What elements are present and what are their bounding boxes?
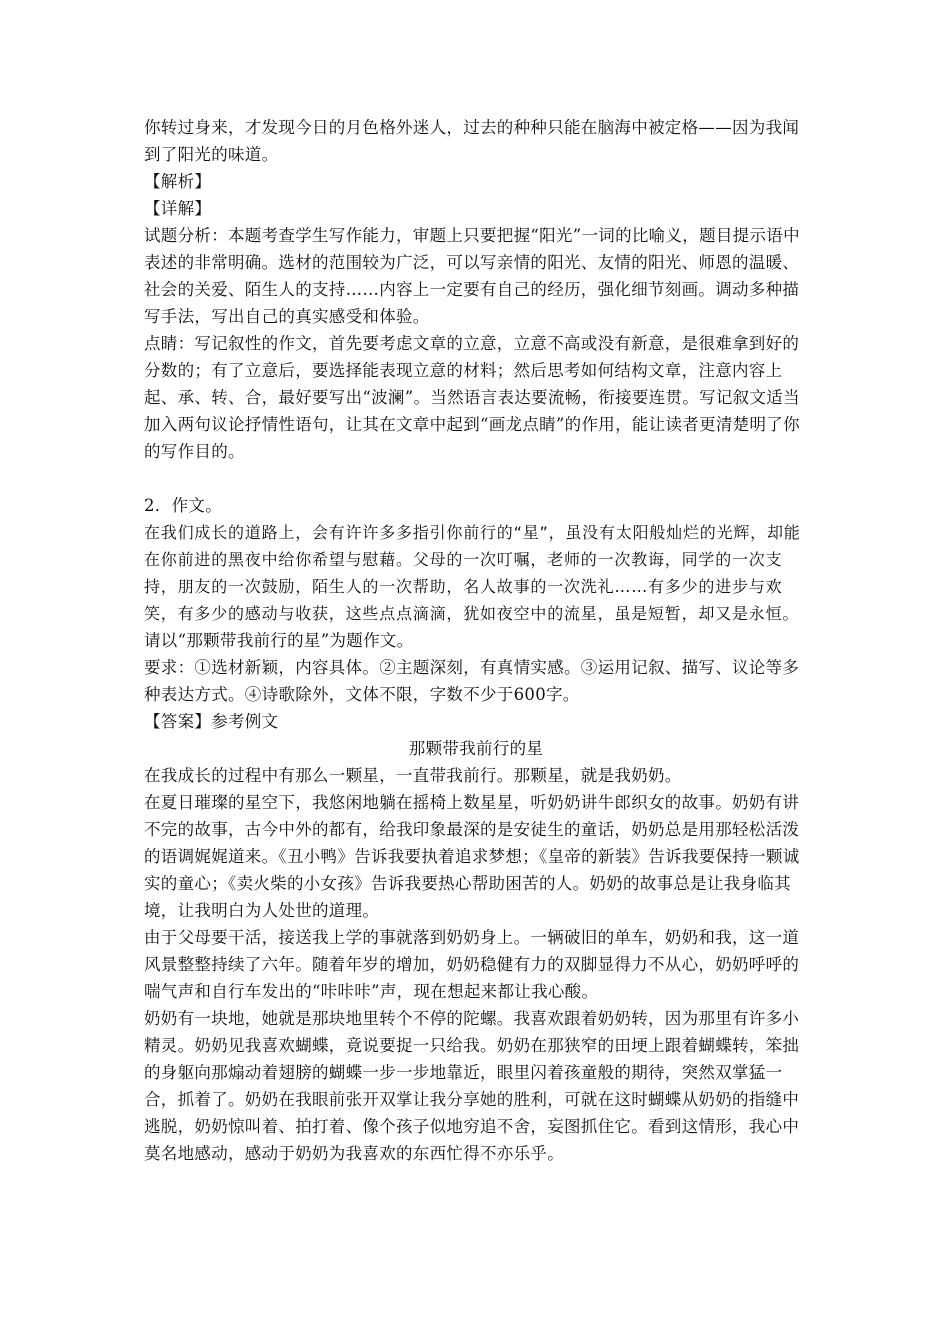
- analysis-paragraph: 试题分析：本题考查学生写作能力，审题上只要把握“阳光”一词的比喻义，题目提示语中表述的非常明确。选材的范围较为广泛，可以写亲情的阳光、友情的阳光、师恩的温暖、社会的关爱、陌生人的支持……内容上一定要有自己的经历，强化细节刻画。调动多种描写手法，写出自己的真实感受和体验。: [144, 226, 800, 326]
- document-content: [144, 114, 808, 1167]
- dianjing-paragraph: 点睛：写记叙性的作文，首先要考虑文章的立意，立意不高或没有新意，是很难拿到好的分数的；有了立意后，要选择能表现立意的材料；然后思考如何结构文章，注意内容上起、承、转、合，最好要写出“波澜”。当然语言表达要流畅，衔接要连贯。写记叙文适当加入两句议论抒情性语句，让其在文章中起到“画龙点睛”的作用，能让读者更清楚明了你的写作目的。: [144, 334, 800, 461]
- xiangjie-label: 【详解】: [144, 199, 212, 218]
- question-number-title: 2．作文。: [144, 496, 222, 515]
- jiexi-label: 【解析】: [144, 172, 212, 191]
- essay-paragraph: 奶奶有一块地，她就是那块地里转个不停的陀螺。我喜欢跟着奶奶转，因为那里有许多小精灵。奶奶见我喜欢蝴蝶，竟说要捉一只给我。奶奶在那狭窄的田埂上跟着蝴蝶转，笨拙的身躯向那煽动着翅膀的蝴蝶一步一步地靠近，眼里闪着孩童般的期待，突然双掌猛一合，抓着了。奶奶在我眼前张开双掌让我分享她的胜利，可就在这时蝴蝶从奶奶的指缝中逃脱，奶奶惊叫着、拍打着、像个孩子似地穷追不舍，妄图抓住它。看到这情形，我心中莫名地感动，感动于奶奶为我喜欢的东西忙得不亦乐乎。: [144, 1009, 800, 1163]
- essay-title: 那颗带我前行的星: [408, 739, 544, 758]
- essay-prompt: 在我们成长的道路上，会有许许多多指引你前行的“星”，虽没有太阳般灿烂的光辉，却能在你前进的黑夜中给你希望与慰藉。父母的一次叮嘱，老师的一次教诲，同学的一次支持，朋友的一次鼓励，陌生人的一次帮助，名人故事的一次洗礼……有多少的进步与欢笑，有多少的感动与收获，这些点点滴滴，犹如夜空中的流星，虽是短暂，却又是永恒。: [144, 523, 801, 623]
- section-gap: [144, 465, 808, 492]
- essay-task: 请以“那颗带我前行的星”为题作文。: [144, 631, 414, 650]
- essay-paragraph: 在夏日璀璨的星空下，我悠闲地躺在摇椅上数星星，听奶奶讲牛郎织女的故事。奶奶有讲不完的故事，古今中外的都有，给我印象最深的是安徒生的童话，奶奶总是用那轻松活泼的语调娓娓道来。《丑小鸭》告诉我要执着追求梦想；《皇帝的新装》告诉我要保持一颗诚实的童心；《卖火柴的小女孩》告诉我要热心帮助困苦的人。奶奶的故事总是让我身临其境，让我明白为人处世的道理。: [144, 793, 800, 920]
- essay-paragraph: 由于父母要干活，接送我上学的事就落到奶奶身上。一辆破旧的单车，奶奶和我，这一道风景整整持续了六年。随着年岁的增加，奶奶稳健有力的双脚显得力不从心，奶奶呼呼的喘气声和自行车发出的“咔咔咔”声，现在想起来都让我心酸。: [144, 928, 800, 1001]
- intro-line: 你转过身来，才发现今日的月色格外迷人，过去的种种只能在脑海中被定格——因为我闻到了阳光的味道。: [144, 118, 800, 164]
- essay-requirements: 要求：①选材新颖，内容具体。②主题深刻，有真情实感。③运用记叙、描写、议论等多种表达方式。④诗歌除外，文体不限，字数不少于600字。: [144, 658, 800, 704]
- essay-paragraph: 在我成长的过程中有那么一颗星，一直带我前行。那颗星，就是我奶奶。: [144, 766, 682, 785]
- answer-label: 【答案】参考例文: [144, 712, 279, 731]
